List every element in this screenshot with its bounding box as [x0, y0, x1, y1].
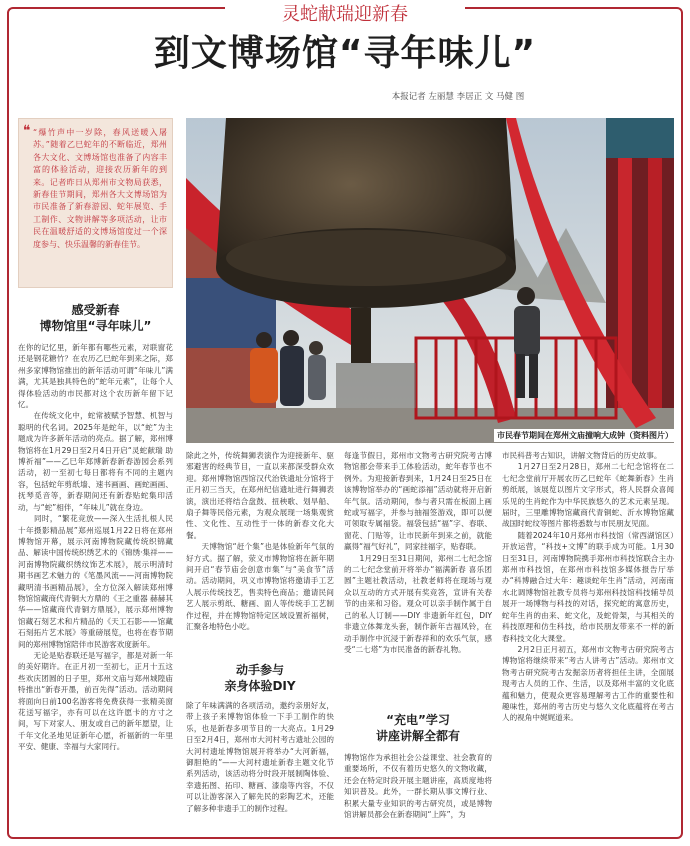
section1-title-line1: 感受新春 — [71, 303, 120, 317]
subsection-diy-title-line1: 动手参与 — [235, 663, 284, 677]
subsection-lecture-title — [344, 712, 492, 744]
quote-mark-icon: ❝ — [23, 123, 31, 139]
headline — [0, 32, 690, 76]
column3-upper-text: 每逢节假日，郑州市文物考古研究院考古博物馆都会带来手工体验活动，蛇年春节也不例外。为迎接新春到来，1月24日至25日在该博物馆举办的“画蛇添福”活动就将开启新年气氛。活动期间，参与者只需在板面上画蛇或写福字，并参与抽福签游戏，即可以便可领取专属福袋。福袋包括“福”字、春联、窗花、门贴等，让市民新年到来之前，就能赢得“福气好礼”，同家挂福字，贴春联。 1月29日至31日期间，郑州二七纪念馆的二七纪念堂前开将举办“福满新春 喜乐团圆”主题社教活动，社教老师将在现场与观众以互动的方式开展有奖竞答，宣讲有关春节的由来和习俗。观众可以亲手制作属于自己的私人订制——DIY 非遗新年红包，DIY非遗立体舞龙头套，制作新年吉福风铃，在动手制作中沉浸于新春祥和的欢乐气氛，感受“二七塔”为市民准备的新春礼物。 — [344, 451, 492, 654]
byline: 本报记者 左丽慧 李居正 文 马健 图 — [391, 92, 525, 102]
subsection-lecture-title-line1: “充电”学习 — [386, 713, 450, 727]
column4-text: 市民科普考古知识，讲解文物背后的历史故事。 1月27日至2月28日，郑州二七纪念馆将在二七纪念堂前厅开展农历乙巳蛇年《蛇舞新春》生肖剪纸展，该展览以图片文字形式，将人民群众喜闻乐见的生肖蛇作为中华民族悠久的艺术元素呈现。届时，三里雕博物馆藏商代青铜蛇、沂水博物馆藏战国时蛇纹等图片都将悉数与市民朋友见面。 随着2024年10月郑州市科技馆（常西湖馆区）开放运营，“科技+文博”的联手成为可能。1月30日至31日，河南博物院携手郑州市科技馆联合主办郑州市科技馆，在郑州市科技馆多媒体报告厅举办“科博融合过大年：趣谈蛇年生肖”活动，河南南水北调博物馆社教专员将与郑州科技馆科技辅导员展开一场博物与科技的对话，探究蛇的寓意历史，蛇年生肖的由来、蛇文化，及蛇骨架，与其相关的科技原理和仿生科技，给市民朋友带来不一样的新春科技文化大课堂。 2月2日正月初五，郑州市文物考古研究院考古博物馆将继续带来“考古人讲考古”活动。郑州市文物考古研究院考古发掘亲历者将担任主讲，全面展现考古人员的工作、生活，以及郑州丰富的文化底蕴和魅力，使观众更容易理解考古工作的重要性和趣味性，郑州的考古历史与悠久文化底蕴将在考古人的视角中娓娓道来。 — [502, 451, 674, 723]
intro-text: “爆竹声中一岁除，春风送暖入屠苏。”随着乙巳蛇年的不断临近，郑州各大文化、文博场馆也准备了内容丰富的体验活动，迎接农历新年的到来。记者昨日从郑州市文物局获悉，新春佳节期间，郑州各大文博场馆为市民准备了新春游园、蛇年展览、手工制作、文物讲解等多项活动，让市民在温暖舒适的文博场馆度过一个深度参与、快乐温馨的新春佳节。 — [33, 128, 167, 249]
column2-lower-text: 除了年味满满的各项活动，邀约亲朋好友，带上孩子来博物馆体验一下手工制作的快乐，也是新春多项节目的一大亮点。1月29日至2月4日，郑州市大河村考古遗址公园的大河村遗址博物馆展开将举办“大河新福，御胆艳的”——大河村遗址新春主题文化节系列活动，该活动将分时段开展制陶体验、幸遗拓图、拓印、糖画、漆扇等内容，不仅可以让游客深入了解先民的彩陶艺术，还能了解多种非遗手工的制作过程。 — [186, 701, 334, 813]
bell-photo — [186, 118, 674, 443]
subsection-diy-title-line2: 亲身体验DIY — [224, 679, 296, 693]
section1-title-line2: 博物馆里“寻年味儿” — [39, 319, 152, 333]
kicker-title: 灵蛇献瑞迎新春 — [225, 4, 465, 26]
subsection-lecture-title-line2: 讲座讲解全都有 — [375, 729, 460, 743]
bell-photo-illustration — [186, 118, 674, 443]
column3-lower-text: 博物馆作为承担社会公益课堂、社会教育的重要场所，不仅有着历史悠久的文物收藏，还会在特定时段开展主题讲座，高质度地将知识普及。此外，一群长期从事文博行业、积累大量专业知识的考古研究员，或是博物馆讲解员都会在新春期间“上阵”，为 — [344, 753, 492, 820]
intro-box — [18, 118, 173, 288]
headline-text: 到文博场馆“寻年味儿” — [153, 33, 537, 74]
photo-caption: 市民春节期间在郑州文庙撞响大成钟（资料图片） — [494, 429, 676, 442]
column2-upper-text: 除此之外，传统舞狮表演作为迎接新年、驱邪避害的经典节目，一直以来都深受群众欢迎。郑州博物馆西馆汉代治铁遗址分馆将于正月初三当天，在郑州纪信遗址进行舞狮表演，演出还将结合盘鼓、扭秧歌、划旱船、扇子舞等民俗元素，为观众展现一场集观赏性、文化性、互动性于一体的新春文化大餐。 天博物馆“赶个集”也是体验新年气氛的好方式。据了解，荥义市博物馆将在新年期间开启“春节庙会创意市集”与“美食节”活动。活动期间，巩义市博物馆将邀请手工艺人展示传统技艺，售卖特色商品；邀请民间艺人展示剪纸、糖画、面人等传统手工艺制作过程，并在博物馆特定区域设置祈福树，汇聚各地特色小吃。 — [186, 451, 334, 632]
section1-text: 在你的记忆里，新年都有哪些元素，对联窗花还是钢花糖竹？在农历乙巳蛇年到来之际，郑州多家博物馆推出的新年活动可谓“年味儿”满满，尤其是独具特色的“蛇年元素”，让每个人得体验活动的市民都对这个农历新年留下记忆。 在传统文化中，蛇常被赋予智慧、机智与聪明的代名词。2025年是蛇年，以“蛇”为主题成为许多新年活动的亮点。据了解，郑州博物馆将在1月29日至2月4日开启“灵蛇献瑞 助博祈福”——乙巳年郑博新春新春游园会系列活动，初一至初七每日都将有不同的主题内容，包括蛇年剪纸墙、速书画画、画蛇画画、抚琴觅音等，新春期间还有新春贴蛇集印活动，与“蛇”相伴，“年味儿”就在身边。 同时，“繁花竞放——深入生活扎根人民十年摄影精品展”郑州巡展1月22日将在郑州博物馆开幕，展示河南博物院藏传统织锦藏品、解读中国传统织绣艺术的《锦绣·集祥——河南博物院藏织绣纹饰艺术展》，展示明清时期书画艺术魅力的《笔墨风流——河南博物院藏明清书画精品展》，全方位深入解读郑州博物馆馆藏商代青铜大方鼎的《王之重器 赫赫其华——馆藏商代青铜方鼎展》，展示郑州博物馆藏石刻艺术和片精品的《天工石影——馆藏石刻拓片艺术展》等重磅展览，也将在春节期间的郑州博物馆陪伴市民游客欢度新年。 无论是贴春联还是写福字，都是对新一年的美好期许。在正月初一至初七，正月十五这些欢庆团圆的日子里，郑州文庙与郑州城隍庙特推出“新春开墨，前百先得”活动。活动期间将面向日前100名游客将免费获得一张精美窗花送写福字，亦有可以在这许愿卡的方寸之间，写下对家人、朋友或自己的新年愿望，让千年文化圣地见证新年心愿，祈福新的一年里平安、健康、幸福与大家同行。 — [18, 343, 173, 752]
subsection-diy-title — [186, 662, 334, 694]
section1-title — [18, 302, 173, 334]
